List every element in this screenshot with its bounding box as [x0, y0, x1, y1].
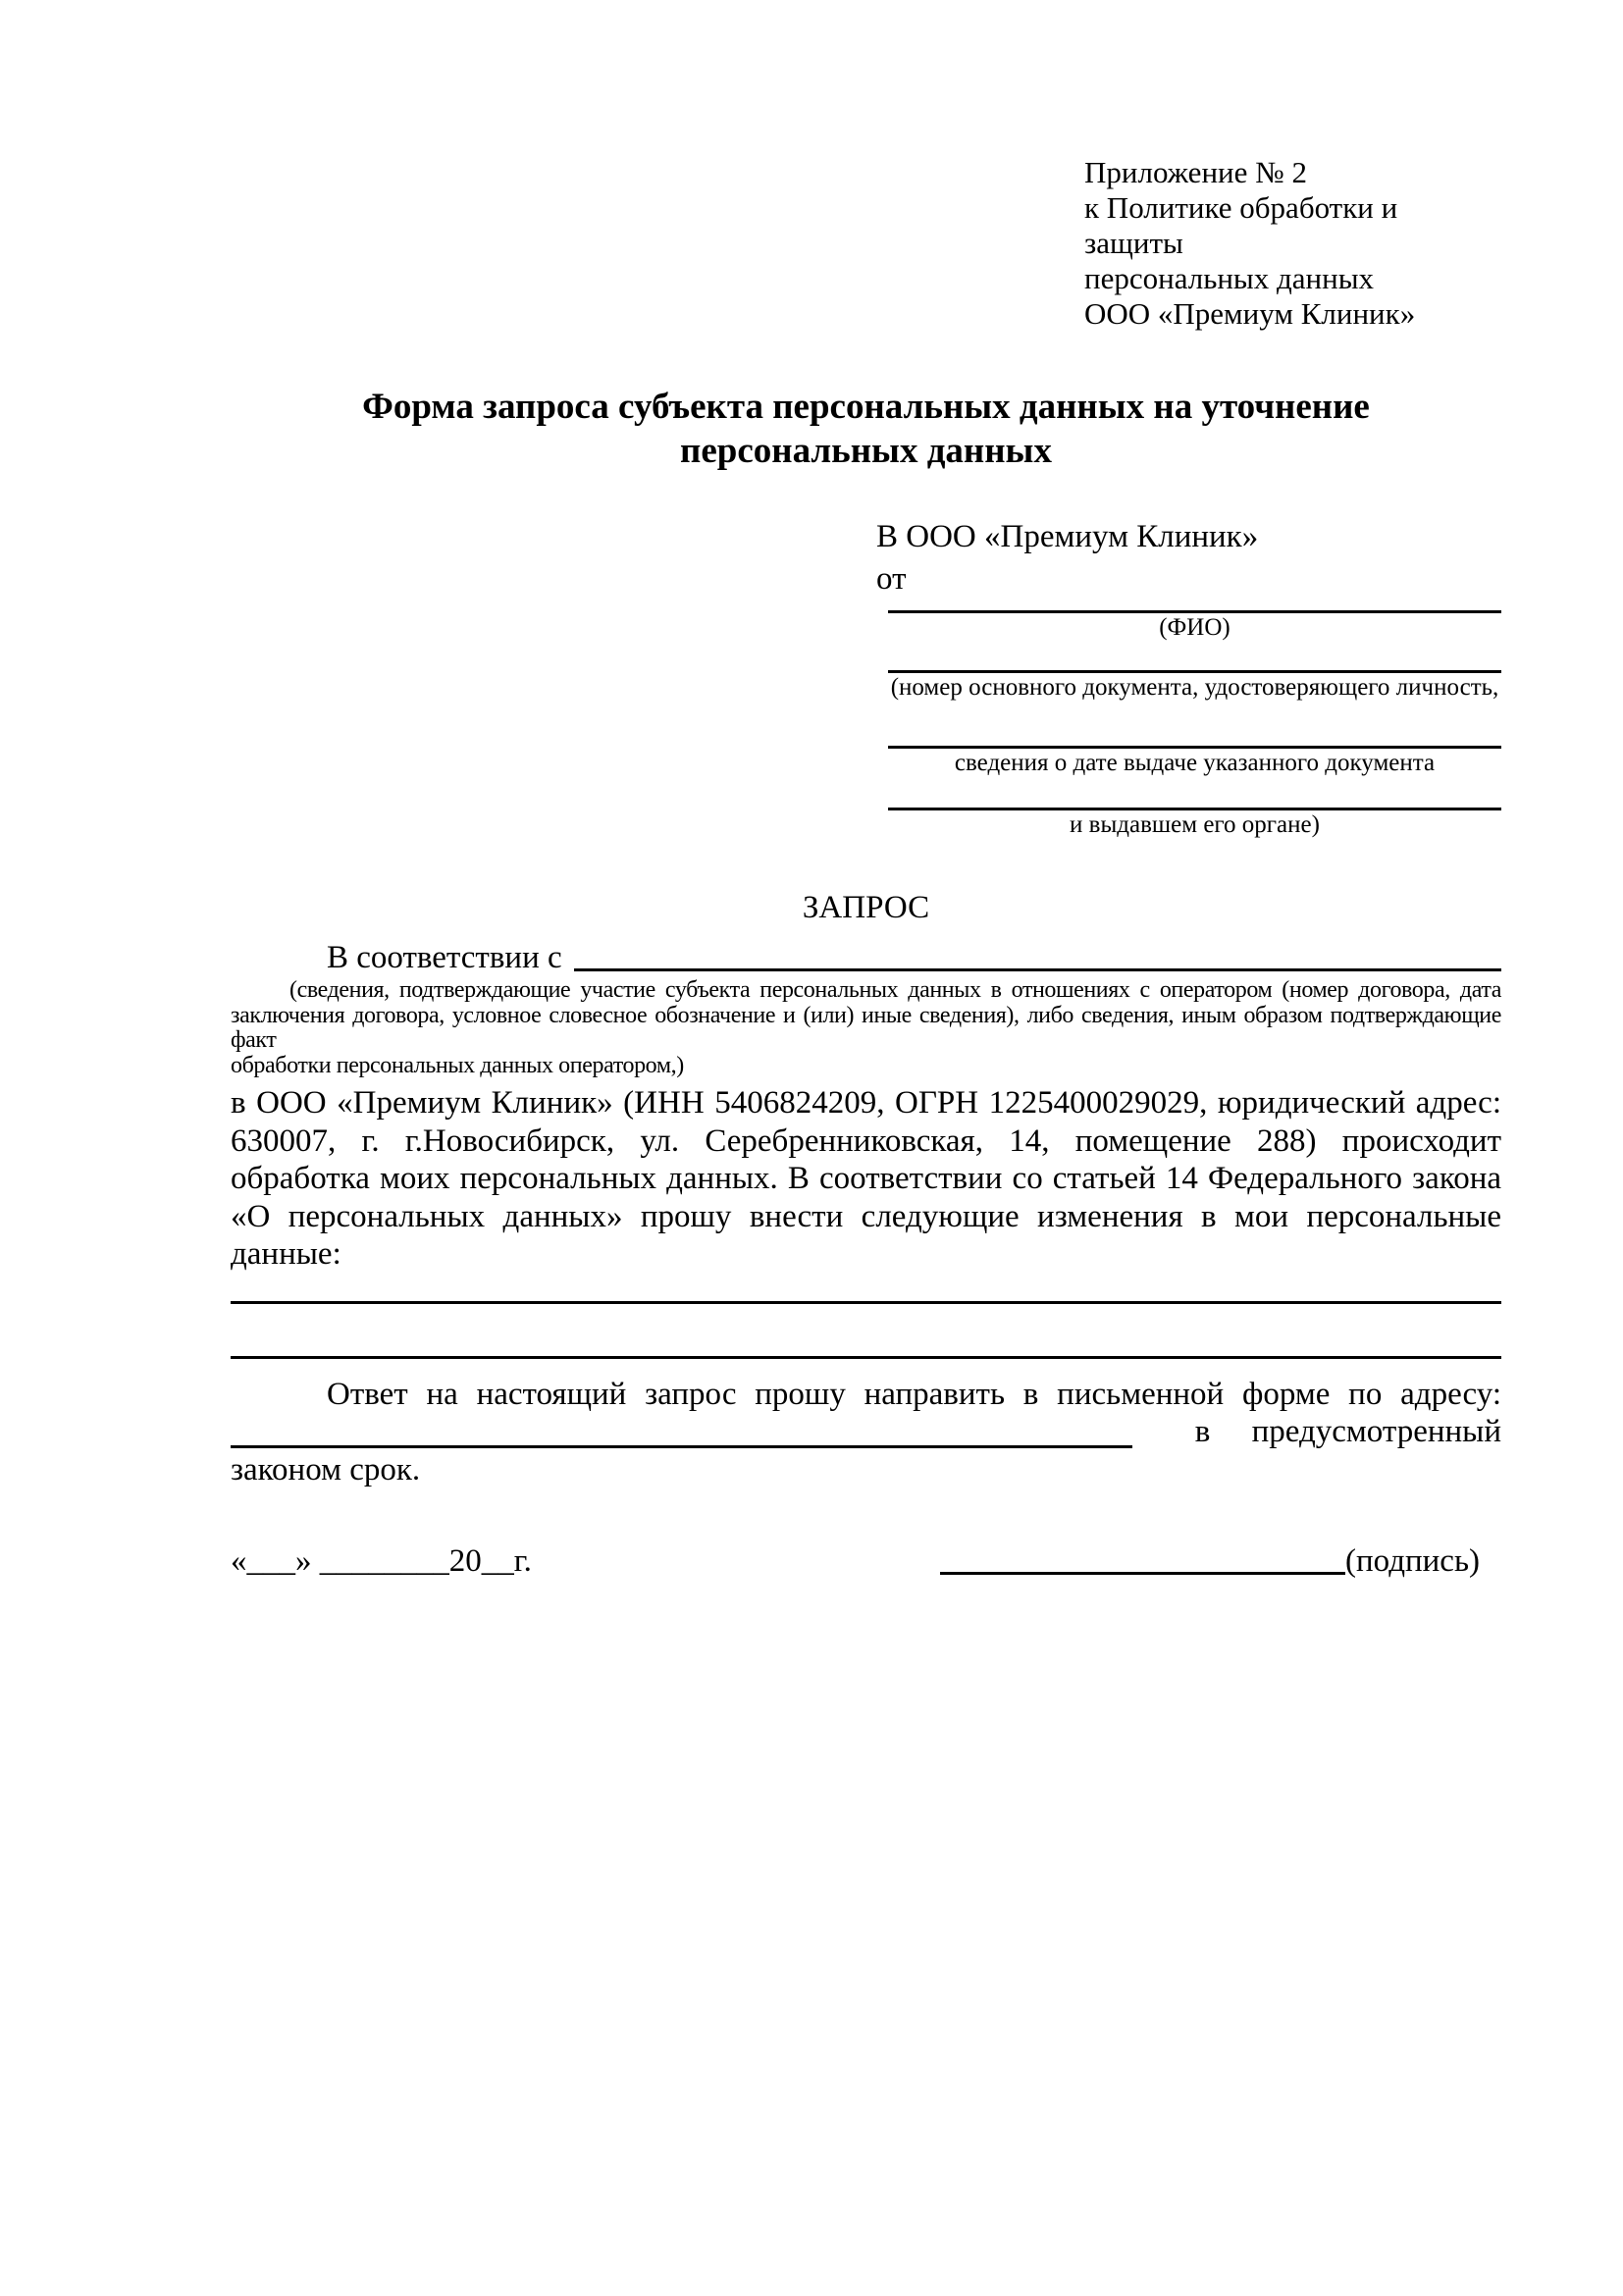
accordance-blank-line — [574, 939, 1501, 971]
note-line: (сведения, подтверждающие участие субъекта персональных данных в отношениях с оператором (номер договора, дата — [289, 977, 1501, 1003]
annex-line: ООО «Премиум Клиник» — [1084, 296, 1416, 331]
annex-line: персональных данных — [1084, 261, 1375, 295]
signature-group — [940, 1542, 1480, 1581]
changes-blank-line-2 — [231, 1341, 1501, 1359]
accordance-lead: В соответствии с — [327, 940, 562, 975]
note-line: обработки персональных данных оператором,) — [231, 1052, 684, 1078]
document-title-line: Форма запроса субъекта персональных данных на уточнение — [362, 387, 1370, 427]
signature-caption: (подпись) — [1345, 1542, 1480, 1579]
annex-line: Приложение № 2 — [1084, 155, 1307, 189]
annex-line: к Политике обработки и защиты — [1084, 190, 1398, 260]
body-paragraph — [231, 1084, 1501, 1274]
accordance-note — [231, 978, 1501, 1078]
accordance-row — [231, 939, 1501, 974]
body-line: данные: — [231, 1236, 341, 1272]
body-line: «О персональных данных» прошу внести следующие изменения в мои персональные — [231, 1198, 1501, 1234]
fio-caption: (ФИО) — [1159, 614, 1230, 641]
request-heading: ЗАПРОС — [802, 890, 930, 925]
reply-address-row — [231, 1413, 1501, 1451]
reply-line: законом срок. — [231, 1451, 421, 1487]
reply-line-tail: в предусмотренный — [1194, 1414, 1501, 1449]
addressee-from-label: от — [876, 561, 907, 597]
reply-paragraph — [231, 1376, 1501, 1489]
document-title-line: персональных данных — [680, 431, 1052, 471]
date-signature-row — [231, 1536, 1501, 1580]
issue-date-caption: сведения о дате выдаче указанного документа — [954, 750, 1436, 776]
document-title — [231, 385, 1501, 473]
changes-blank-line-1 — [231, 1289, 1501, 1304]
signature-blank-line — [940, 1542, 1345, 1576]
date-blank-line: «___» ________20__г. — [231, 1542, 532, 1579]
issue-date-blank-line — [888, 703, 1501, 749]
issuing-authority-caption: и выдавшем его органе) — [1070, 811, 1320, 838]
fio-blank-line — [888, 600, 1501, 613]
issuing-authority-blank-line — [888, 778, 1501, 810]
annex-block — [1084, 155, 1501, 332]
body-line: обработка моих персональных данных. В соответствии со статьей 14 Федерального закона — [231, 1161, 1501, 1196]
document-number-blank-line — [888, 643, 1501, 673]
note-line: заключения договора, условное словесное обозначение и (или) иные сведения), либо сведения, иным образом подтверждающие факт — [231, 1002, 1501, 1053]
document-number-caption: (номер основного документа, удостоверяющего личность, — [890, 674, 1499, 701]
addressee-block — [876, 516, 1501, 840]
reply-address-blank-line — [231, 1413, 1132, 1448]
body-line: 630007, г. г.Новосибирск, ул. Серебренниковская, 14, помещение 288) происходит — [231, 1122, 1501, 1159]
reply-line: Ответ на настоящий запрос прошу направить в письменной форме по адресу: — [327, 1376, 1501, 1412]
addressee-to: В ООО «Премиум Клиник» — [876, 519, 1259, 554]
body-line: в ООО «Премиум Клиник» (ИНН 5406824209, ОГРН 1225400029029, юридический адрес: — [231, 1085, 1501, 1121]
